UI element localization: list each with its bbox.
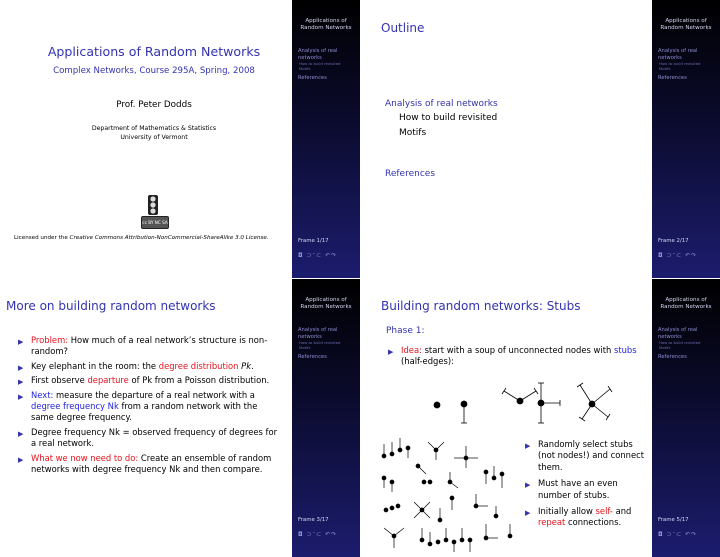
- phase-label: Phase 1:: [386, 326, 425, 336]
- frame-counter: Frame 5/17: [658, 517, 689, 523]
- sidebar-item-build[interactable]: How to build revisited: [299, 61, 341, 66]
- sidebar-item-analysis[interactable]: Analysis of real networks: [658, 48, 698, 61]
- bullet-next: ▶ Next: measure the departure of a real network with a degree frequency Nk from a random network with the same degree frequency.: [18, 389, 258, 423]
- bullet-triangle-icon: ▶: [525, 481, 531, 490]
- bullet-triangle-icon: ▶: [18, 338, 24, 346]
- slide-title: [0, 0, 360, 278]
- slide-main: [0, 279, 292, 557]
- bullet-self-repeat: ▶ Initially allow self- and repeat connections.: [525, 506, 632, 528]
- sidebar-title: Applications of Random Networks: [660, 297, 712, 310]
- sidebar-item-analysis[interactable]: Analysis of real networks: [658, 327, 698, 340]
- sidebar-nav: [298, 327, 357, 361]
- bullet-list: [16, 335, 282, 478]
- presentation-title: Applications of Random Networks: [47, 44, 261, 59]
- license-line: [14, 235, 269, 241]
- slide-title: Building random networks: Stubs: [381, 299, 581, 313]
- sidebar-item-motifs[interactable]: Motifs: [659, 345, 671, 350]
- frame-counter: Frame 1/17: [298, 238, 329, 244]
- bullet-degree-frequency: ▶ Degree frequency Nk = observed frequency of degrees for a real network.: [18, 426, 278, 449]
- bullet-triangle-icon: ▶: [18, 363, 24, 372]
- sidebar-title: Applications of Random Networks: [300, 297, 352, 310]
- bullet-what-next: ▶ What we now need to do: Create an ensemble of random networks with degree frequency Nk and then compare.: [18, 452, 272, 475]
- stub-nodes-diagram: [420, 379, 620, 439]
- slide-outline: [360, 0, 720, 278]
- author-name: Prof. Peter Dodds: [116, 100, 192, 110]
- sidebar-nav: [298, 48, 357, 82]
- bullet-departure: ▶ First observe departure of Pk from a Poisson distribution.: [16, 375, 282, 386]
- bullet-triangle-icon: ▶: [18, 378, 24, 387]
- bullet-random-select: ▶ Randomly select stubs (not nodes!) and connect them.: [525, 439, 645, 472]
- bullet-triangle-icon: ▶: [525, 442, 531, 450]
- outline-section[interactable]: Analysis of real networks: [385, 99, 498, 109]
- cc-license-badge-icon: cc BY NC SA: [141, 216, 169, 229]
- license-name[interactable]: Creative Commons Attribution-NonCommercial-ShareAlike 3.0 License: [69, 235, 267, 241]
- outline-sub-build[interactable]: How to build revisited: [399, 113, 498, 123]
- bullet-triangle-icon: ▶: [18, 392, 24, 401]
- stub-rules-list: [523, 439, 651, 532]
- outline-references[interactable]: References: [385, 169, 436, 179]
- slide-sidebar: [292, 279, 360, 557]
- bullet-triangle-icon: ▶: [18, 429, 24, 438]
- sidebar-item-analysis[interactable]: Analysis of real networks: [298, 327, 338, 340]
- sidebar-item-motifs[interactable]: Motifs: [299, 66, 311, 71]
- sidebar-title: Applications of Random Networks: [660, 18, 712, 31]
- slide-main: [0, 0, 292, 278]
- license-suffix: .: [266, 235, 269, 241]
- slide-stubs: [360, 279, 720, 557]
- course-subtitle: Complex Networks, Course 295A, Spring, 2008: [53, 66, 255, 76]
- sidebar-nav: [658, 48, 717, 82]
- sidebar-nav: [658, 327, 717, 361]
- university-logo-icon: [147, 195, 159, 215]
- sidebar-title: Applications of Random Networks: [300, 18, 352, 31]
- slide-title: More on building random networks: [6, 299, 216, 313]
- frame-counter: Frame 2/17: [658, 238, 689, 244]
- idea-bullet: ▶ Idea: start with a soup of unconnected nodes with stubs (half-edges):: [388, 345, 637, 367]
- navigation-symbols-icon[interactable]: ◘ ⊃ᵔ⊂ ↶↷: [298, 531, 338, 538]
- department: Department of Mathematics & Statistics: [91, 125, 217, 132]
- sidebar-item-build[interactable]: How to build revisited: [659, 340, 701, 345]
- slide-main: [360, 279, 652, 557]
- slide-main: [360, 0, 652, 278]
- sidebar-item-references[interactable]: References: [658, 354, 687, 360]
- sidebar-item-build[interactable]: How to build revisited: [299, 340, 341, 345]
- bullet-problem: ▶ Problem: How much of a real network’s structure is non-random?: [18, 335, 268, 357]
- slide-title: Outline: [381, 21, 425, 35]
- license-prefix: Licensed under the: [14, 235, 70, 241]
- bullet-triangle-icon: ▶: [388, 348, 394, 356]
- navigation-symbols-icon[interactable]: ◘ ⊃ᵔ⊂ ↶↷: [298, 252, 338, 259]
- navigation-symbols-icon[interactable]: ◘ ⊃ᵔ⊂ ↶↷: [658, 531, 698, 538]
- slide-sidebar: [652, 0, 720, 278]
- sidebar-item-analysis[interactable]: Analysis of real networks: [298, 48, 338, 61]
- frame-counter: Frame 3/17: [298, 517, 329, 523]
- bullet-triangle-icon: ▶: [525, 509, 531, 518]
- sidebar-item-references[interactable]: References: [298, 75, 327, 81]
- sidebar-item-references[interactable]: References: [298, 354, 327, 360]
- slide-sidebar: [652, 279, 720, 557]
- university: University of Vermont: [120, 134, 188, 141]
- bullet-elephant: ▶ Key elephant in the room: the degree distribution Pk.: [16, 361, 282, 372]
- sidebar-item-motifs[interactable]: Motifs: [659, 66, 671, 71]
- outline-sub-motifs[interactable]: Motifs: [399, 128, 427, 138]
- navigation-symbols-icon[interactable]: ◘ ⊃ᵔ⊂ ↶↷: [658, 252, 698, 259]
- slide-sidebar: [292, 0, 360, 278]
- bullet-triangle-icon: ▶: [18, 455, 24, 464]
- sidebar-item-motifs[interactable]: Motifs: [299, 345, 311, 350]
- sidebar-item-build[interactable]: How to build revisited: [659, 61, 701, 66]
- slide-more-building: [0, 279, 360, 557]
- bullet-even-stubs: ▶ Must have an even number of stubs.: [525, 478, 618, 500]
- stub-soup-diagram: [378, 436, 522, 554]
- sidebar-item-references[interactable]: References: [658, 75, 687, 81]
